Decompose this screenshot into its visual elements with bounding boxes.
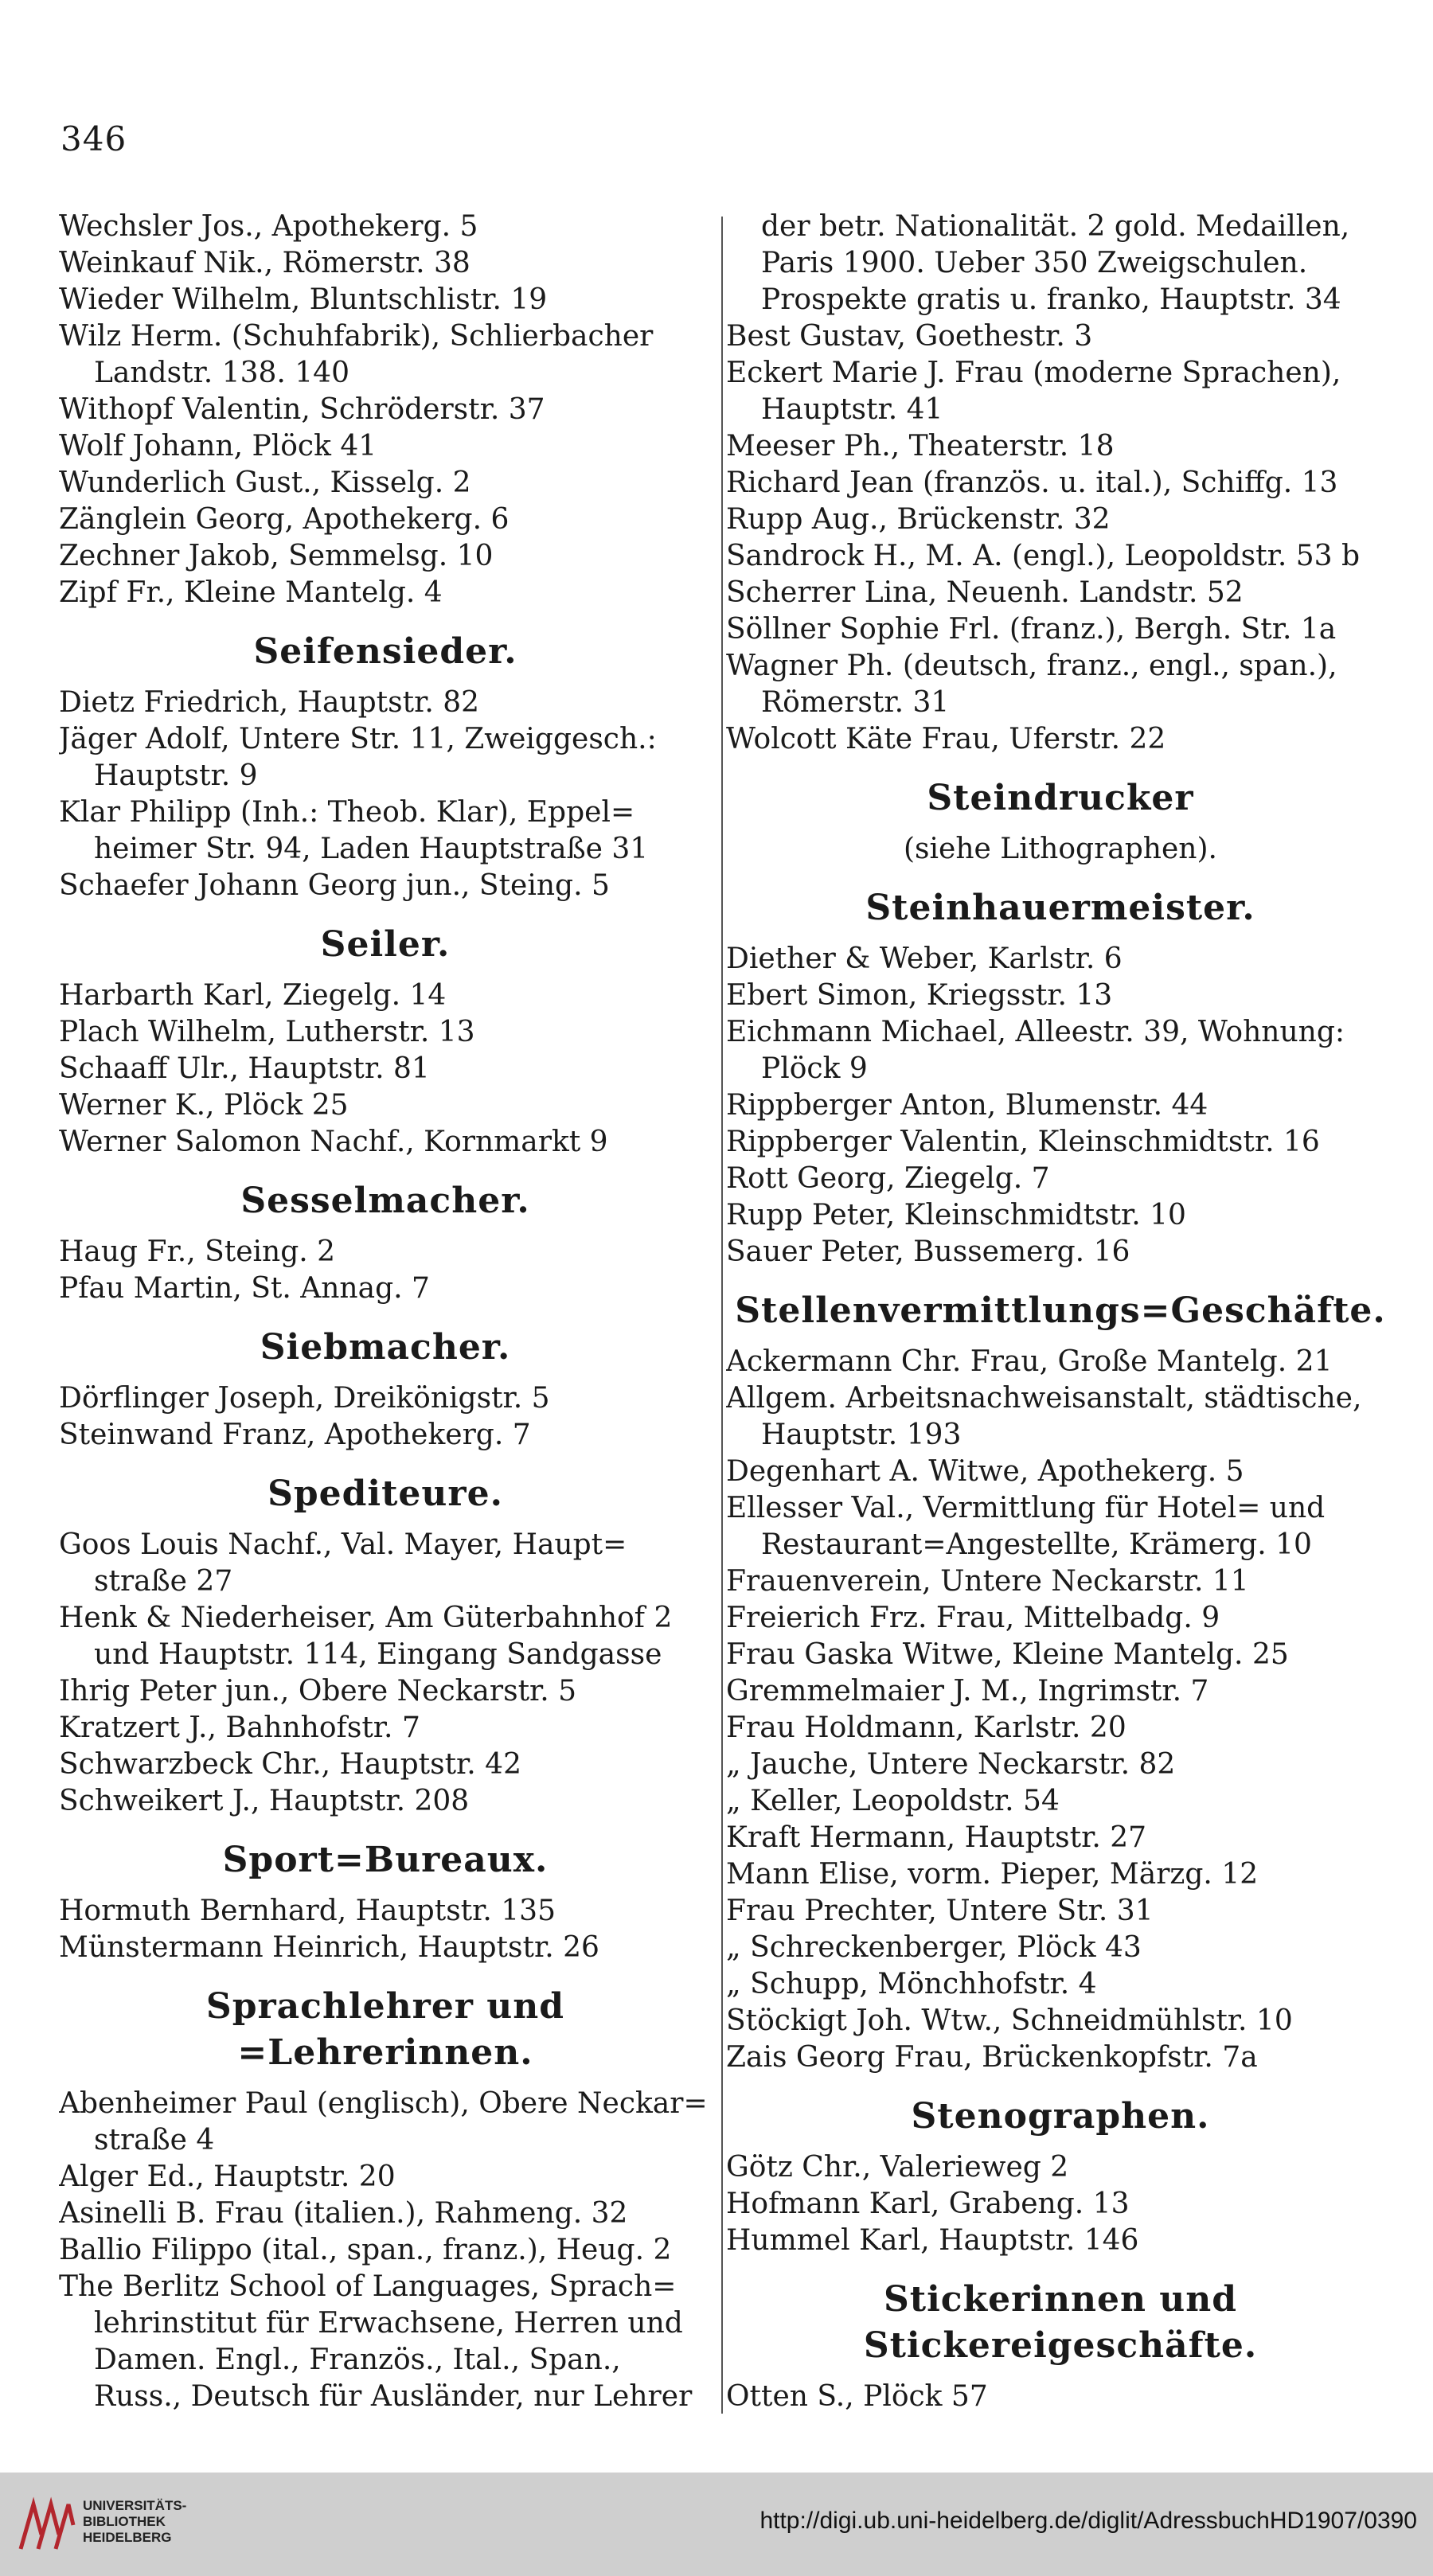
directory-entry [726, 502, 1395, 538]
library-name [83, 2498, 186, 2546]
directory-entry [59, 1234, 712, 1270]
entry-line: Wunderlich Gust., Kisselg. 2 [59, 466, 471, 499]
directory-entry [59, 209, 712, 245]
directory-entry [59, 428, 712, 465]
entry-line: Rippberger Anton, Blumenstr. 44 [726, 1089, 1208, 1122]
directory-entry [59, 1527, 712, 1600]
entry-line: Zais Georg Frau, Brückenkopfstr. 7a [726, 2041, 1258, 2074]
section-note: (siehe Lithographen). [904, 833, 1217, 865]
entry-continuation-line: Russ., Deutsch für Ausländer, nur Lehrer [94, 2380, 693, 2413]
library-name-line: BIBLIOTHEK [83, 2514, 166, 2529]
directory-entry [59, 2269, 712, 2415]
right-column [726, 209, 1395, 2415]
entry-continuation-line: straße 27 [94, 1565, 233, 1598]
directory-entry [59, 2086, 712, 2159]
entry-line: Kraft Hermann, Hauptstr. 27 [726, 1821, 1147, 1854]
directory-entry [59, 1417, 712, 1454]
entry-continuation-line: Landstr. 138. 140 [94, 357, 349, 389]
directory-entry [726, 428, 1395, 465]
entry-line: Mann Elise, vorm. Pieper, Märzg. 12 [726, 1858, 1259, 1891]
entry-line: Wolf Johann, Plöck 41 [59, 430, 377, 463]
entry-continuation-line: heimer Str. 94, Laden Hauptstraße 31 [94, 833, 649, 865]
entry-line: Söllner Sophie Frl. (franz.), Bergh. Str. 1a [726, 613, 1337, 646]
entry-line: „ Jauche, Untere Neckarstr. 82 [726, 1748, 1176, 1781]
entry-line: Freierich Frz. Frau, Mittelbadg. 9 [726, 1602, 1220, 1634]
directory-entry [726, 1710, 1395, 1747]
directory-entry [59, 1710, 712, 1747]
directory-entry [726, 1930, 1395, 1966]
directory-entry [726, 1087, 1395, 1124]
section-heading: Seiler. [320, 924, 451, 965]
entry-line: Ackermann Chr. Frau, Große Mantelg. 21 [726, 1345, 1333, 1378]
directory-entry [726, 1637, 1395, 1673]
directory-entry [726, 941, 1395, 978]
entry-continuation-line: und Hauptstr. 114, Eingang Sandgasse [94, 1638, 662, 1671]
directory-entry [59, 1600, 712, 1673]
entry-continuation-line: Paris 1900. Ueber 350 Zweigschulen. [761, 247, 1308, 279]
directory-entry [726, 538, 1395, 575]
directory-entry [726, 2186, 1395, 2223]
entry-line: Zipf Fr., Kleine Mantelg. 4 [59, 576, 443, 609]
directory-entry [726, 465, 1395, 502]
entry-continuation-line: Hauptstr. 9 [94, 759, 258, 792]
directory-entry [726, 209, 1395, 318]
directory-entry [726, 1563, 1395, 1600]
entry-line: Best Gustav, Goethestr. 3 [726, 320, 1093, 353]
directory-entry [726, 1344, 1395, 1380]
directory-entry [726, 1747, 1395, 1783]
directory-entry [726, 2379, 1395, 2415]
source-url-link[interactable]: http://digi.ub.uni-heidelberg.de/diglit/AdressbuchHD1907/0390 [759, 2508, 1417, 2534]
directory-entry [726, 1380, 1395, 1454]
entry-line: Dörflinger Joseph, Dreikönigstr. 5 [59, 1382, 550, 1415]
entry-line: Wolcott Käte Frau, Uferstr. 22 [726, 723, 1166, 755]
entry-line: Frau Holdmann, Karlstr. 20 [726, 1711, 1126, 1744]
directory-entry [726, 1161, 1395, 1197]
directory-entry [59, 282, 712, 318]
page-number: 346 [61, 119, 127, 158]
entry-line: Hummel Karl, Hauptstr. 146 [726, 2224, 1139, 2257]
entry-continuation-line: straße 4 [94, 2124, 215, 2156]
footer-bar [0, 2473, 1433, 2576]
entry-line: „ Keller, Leopoldstr. 54 [726, 1785, 1060, 1817]
entry-line: Wagner Ph. (deutsch, franz., engl., span.), [726, 650, 1337, 682]
entry-line: Withopf Valentin, Schröderstr. 37 [59, 393, 545, 426]
directory-entry [726, 1234, 1395, 1270]
entry-line: Abenheimer Paul (englisch), Obere Neckar= [59, 2087, 708, 2120]
directory-entry [59, 2195, 712, 2232]
entry-line: „ Schupp, Mönchhofstr. 4 [726, 1968, 1097, 2000]
directory-entry [726, 1124, 1395, 1161]
entry-line: Degenhart A. Witwe, Apothekerg. 5 [726, 1455, 1244, 1488]
column-divider [721, 217, 723, 2414]
entry-line: Steinwand Franz, Apothekerg. 7 [59, 1419, 531, 1451]
entry-line: Otten S., Plöck 57 [726, 2380, 988, 2413]
section-heading: Sprachlehrer und =Lehrerinnen. [205, 1986, 565, 2073]
directory-entry [59, 685, 712, 721]
entry-line: Alger Ed., Hauptstr. 20 [59, 2160, 396, 2193]
entry-line: Münstermann Heinrich, Hauptstr. 26 [59, 1931, 599, 1964]
section-heading: Stickerinnen und Stickereigeschäfte. [863, 2279, 1258, 2366]
entry-line: Klar Philipp (Inh.: Theob. Klar), Eppel= [59, 796, 635, 829]
directory-entry [726, 318, 1395, 355]
directory-entry [726, 1893, 1395, 1930]
entry-line: Sandrock H., M. A. (engl.), Leopoldstr. 53 b [726, 540, 1361, 572]
entry-continuation-line: lehrinstitut für Erwachsene, Herren und [94, 2307, 683, 2340]
entry-line: Rupp Aug., Brückenstr. 32 [726, 503, 1111, 536]
section-heading: Spediteure. [267, 1473, 503, 1514]
section-heading: Sesselmacher. [240, 1181, 530, 1221]
entry-line: Scherrer Lina, Neuenh. Landstr. 52 [726, 576, 1244, 609]
directory-entry [59, 1014, 712, 1051]
directory-entry [726, 1600, 1395, 1637]
entry-line: Hormuth Bernhard, Hauptstr. 135 [59, 1895, 556, 1927]
directory-entry [59, 1893, 712, 1930]
entry-line: Asinelli B. Frau (italien.), Rahmeng. 32 [59, 2197, 628, 2230]
entry-line: Götz Chr., Valerieweg 2 [726, 2151, 1069, 2184]
directory-entry [59, 2159, 712, 2195]
directory-entry [726, 648, 1395, 721]
entry-line: Kratzert J., Bahnhofstr. 7 [59, 1711, 420, 1744]
entry-continuation-line: der betr. Nationalität. 2 gold. Medaillen, [761, 210, 1350, 243]
section-heading: Stenographen. [911, 2096, 1210, 2137]
section-heading: Siebmacher. [260, 1327, 511, 1368]
directory-entry [726, 1014, 1395, 1087]
entry-line: Zänglein Georg, Apothekerg. 6 [59, 503, 510, 536]
directory-entry [59, 721, 712, 794]
directory-entry [726, 611, 1395, 648]
entry-line: Rott Georg, Ziegelg. 7 [726, 1162, 1050, 1195]
entry-line: Schwarzbeck Chr., Hauptstr. 42 [59, 1748, 521, 1781]
directory-entry [59, 502, 712, 538]
entry-line: Haug Fr., Steing. 2 [59, 1235, 336, 1268]
entry-line: Weinkauf Nik., Römerstr. 38 [59, 247, 471, 279]
entry-line: Zechner Jakob, Semmelsg. 10 [59, 540, 494, 572]
directory-entry [59, 1783, 712, 1820]
entry-line: Diether & Weber, Karlstr. 6 [726, 943, 1123, 975]
entry-continuation-line: Römerstr. 31 [761, 686, 950, 719]
directory-entry [59, 318, 712, 392]
entry-line: Allgem. Arbeitsnachweisanstalt, städtische, [726, 1382, 1362, 1415]
entry-line: Pfau Martin, St. Annag. 7 [59, 1272, 430, 1305]
entry-line: Wechsler Jos., Apothekerg. 5 [59, 210, 478, 243]
entry-line: Henk & Niederheiser, Am Güterbahnhof 2 [59, 1602, 673, 1634]
entry-line: Dietz Friedrich, Hauptstr. 82 [59, 686, 480, 719]
entry-line: Ellesser Val., Vermittlung für Hotel= und [726, 1492, 1326, 1524]
directory-entry [726, 1820, 1395, 1856]
directory-entry [726, 1673, 1395, 1710]
entry-continuation-line: Prospekte gratis u. franko, Hauptstr. 34 [761, 283, 1341, 316]
section-heading: Sport=Bureaux. [222, 1840, 549, 1880]
entry-line: Schaaff Ulr., Hauptstr. 81 [59, 1052, 430, 1085]
entry-continuation-line: Restaurant=Angestellte, Krämerg. 10 [761, 1528, 1312, 1561]
directory-entry [726, 1856, 1395, 1893]
entry-line: „ Schreckenberger, Plöck 43 [726, 1931, 1142, 1964]
directory-entry [726, 978, 1395, 1014]
directory-entry [59, 1124, 712, 1161]
university-library-logo-icon [14, 2493, 78, 2557]
directory-entry [59, 1673, 712, 1710]
directory-entry [59, 538, 712, 575]
entry-line: Plach Wilhelm, Lutherstr. 13 [59, 1016, 475, 1048]
directory-entry [59, 978, 712, 1014]
directory-entry [726, 1783, 1395, 1820]
directory-entry [726, 1490, 1395, 1563]
section-heading: Stellenvermittlungs=Geschäfte. [735, 1290, 1386, 1331]
section-heading: Seifensieder. [253, 631, 517, 672]
entry-line: Gremmelmaier J. M., Ingrimstr. 7 [726, 1675, 1209, 1708]
directory-entry [726, 2039, 1395, 2076]
entry-line: Sauer Peter, Bussemerg. 16 [726, 1235, 1130, 1268]
directory-entry [726, 1197, 1395, 1234]
directory-entry [59, 1747, 712, 1783]
entry-line: Schweikert J., Hauptstr. 208 [59, 1785, 470, 1817]
left-column [59, 209, 712, 2415]
entry-line: Eichmann Michael, Alleestr. 39, Wohnung: [726, 1016, 1345, 1048]
directory-entry [59, 245, 712, 282]
entry-line: Schaefer Johann Georg jun., Steing. 5 [59, 869, 610, 902]
library-name-line: UNIVERSITÄTS- [83, 2498, 187, 2513]
directory-entry [726, 575, 1395, 611]
entry-continuation-line: Hauptstr. 41 [761, 393, 943, 426]
entry-line: Eckert Marie J. Frau (moderne Sprachen), [726, 357, 1341, 389]
library-name-line: HEIDELBERG [83, 2530, 172, 2545]
entry-continuation-line: Hauptstr. 193 [761, 1419, 962, 1451]
directory-entry [59, 868, 712, 904]
directory-entry [726, 2149, 1395, 2186]
section-heading: Steinhauermeister. [865, 888, 1255, 928]
entry-line: The Berlitz School of Languages, Sprach= [59, 2270, 677, 2303]
entry-line: Hofmann Karl, Grabeng. 13 [726, 2188, 1130, 2220]
entry-continuation-line: Plöck 9 [761, 1052, 868, 1085]
entry-line: Frauenverein, Untere Neckarstr. 11 [726, 1565, 1249, 1598]
entry-line: Ebert Simon, Kriegsstr. 13 [726, 979, 1113, 1012]
entry-line: Frau Gaska Witwe, Kleine Mantelg. 25 [726, 1638, 1289, 1671]
directory-entry [59, 1930, 712, 1966]
entry-line: Stöckigt Joh. Wtw., Schneidmühlstr. 10 [726, 2004, 1293, 2037]
entry-continuation-line: Damen. Engl., Französ., Ital., Span., [94, 2344, 621, 2376]
entry-line: Wilz Herm. (Schuhfabrik), Schlierbacher [59, 320, 654, 353]
directory-entry [59, 794, 712, 868]
directory-entry [726, 1966, 1395, 2003]
directory-entry [59, 1380, 712, 1417]
directory-entry [726, 1454, 1395, 1490]
entry-line: Ihrig Peter jun., Obere Neckarstr. 5 [59, 1675, 577, 1708]
directory-entry [59, 392, 712, 428]
directory-entry [726, 355, 1395, 428]
section-heading: Steindrucker [927, 778, 1194, 818]
entry-line: Werner Salomon Nachf., Kornmarkt 9 [59, 1126, 608, 1158]
directory-entry [59, 575, 712, 611]
entry-line: Richard Jean (französ. u. ital.), Schiffg. 13 [726, 466, 1338, 499]
entry-line: Harbarth Karl, Ziegelg. 14 [59, 979, 447, 1012]
entry-line: Jäger Adolf, Untere Str. 11, Zweiggesch.: [59, 723, 657, 755]
directory-entry [59, 2232, 712, 2269]
entry-line: Goos Louis Nachf., Val. Mayer, Haupt= [59, 1528, 627, 1561]
directory-entry [59, 1270, 712, 1307]
directory-entry [726, 2223, 1395, 2259]
entry-line: Rupp Peter, Kleinschmidtstr. 10 [726, 1199, 1186, 1231]
directory-entry [59, 1051, 712, 1087]
entry-line: Rippberger Valentin, Kleinschmidtstr. 16 [726, 1126, 1320, 1158]
entry-line: Frau Prechter, Untere Str. 31 [726, 1895, 1154, 1927]
directory-entry [726, 721, 1395, 758]
entry-line: Wieder Wilhelm, Bluntschlistr. 19 [59, 283, 548, 316]
directory-entry [59, 1087, 712, 1124]
directory-entry [726, 2003, 1395, 2039]
directory-entry [59, 465, 712, 502]
entry-line: Meeser Ph., Theaterstr. 18 [726, 430, 1115, 463]
entry-line: Ballio Filippo (ital., span., franz.), Heug. 2 [59, 2234, 672, 2266]
entry-line: Werner K., Plöck 25 [59, 1089, 349, 1122]
